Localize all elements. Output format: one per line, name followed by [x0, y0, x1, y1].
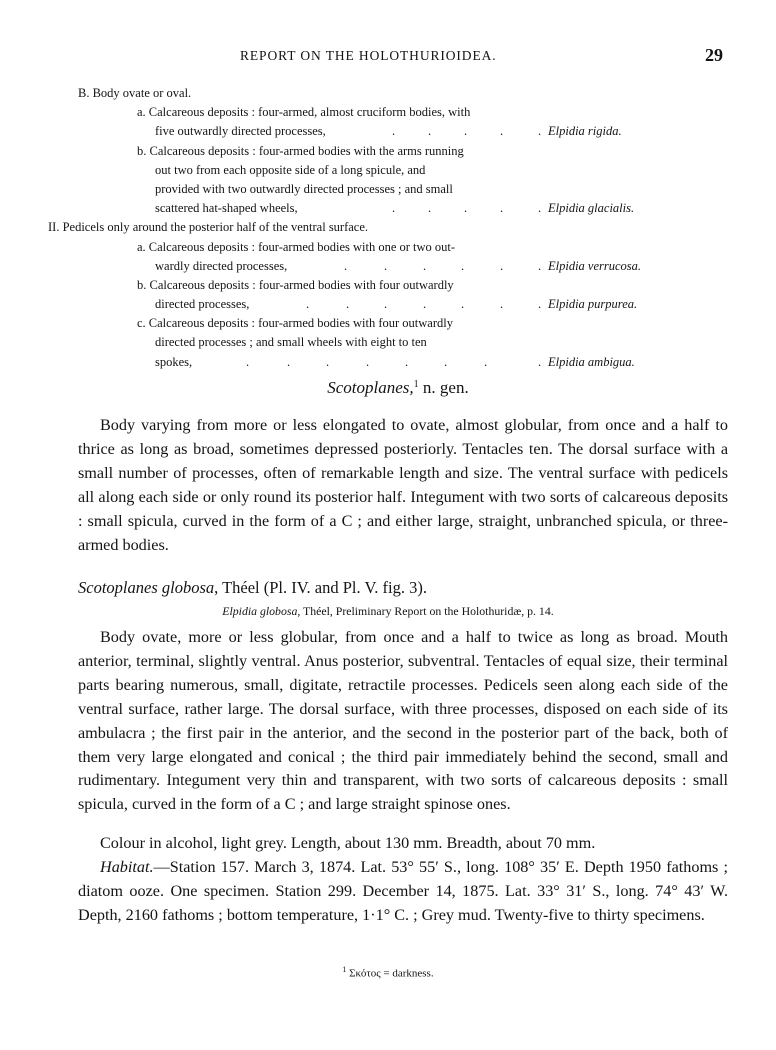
key-entry-text: provided with two outwardly directed processes ; and small: [155, 181, 453, 196]
genus-suffix: n. gen.: [418, 378, 469, 397]
habitat-paragraph: [78, 856, 728, 928]
species-name: Elpidia purpurea.: [548, 297, 638, 312]
key-entry-text: scattered hat-shaped wheels,: [155, 201, 298, 216]
synonym-reference: , Théel, Preliminary Report on the Holothuridæ, p. 14.: [297, 604, 554, 618]
leader-dots: . . . . .: [392, 124, 542, 139]
key-entry-text: b. Calcareous deposits : four-armed bodies with four outwardly: [137, 277, 454, 292]
key-entry-text: a. Calcareous deposits : four-armed, almost cruciform bodies, with: [137, 105, 471, 120]
species-key: [0, 84, 776, 372]
genus-heading: [0, 378, 776, 398]
species-heading: [78, 578, 427, 598]
key-line: [0, 238, 776, 257]
species-authority: , Théel (Pl. IV. and Pl. V. fig. 3).: [214, 578, 427, 597]
key-line: [0, 142, 776, 161]
page-number: 29: [705, 45, 723, 65]
page-header: [0, 45, 776, 68]
leader-dots: . . . . . .: [344, 258, 542, 273]
habitat-label: Habitat.: [100, 858, 154, 876]
species-name: Elpidia glacialis.: [548, 201, 635, 216]
genus-name: Scotoplanes,: [327, 378, 414, 397]
key-line: [0, 199, 776, 218]
key-section-ii: II. Pedicels only around the posterior half of the ventral surface.: [48, 220, 369, 235]
key-line: [0, 353, 776, 372]
key-line: [0, 276, 776, 295]
leader-dots: . . . . .: [392, 201, 542, 216]
key-line: [0, 180, 776, 199]
key-line: [0, 218, 776, 237]
genus-description: Body varying from more or less elongated to ovate, almost globular, from once and a half to thrice as long as broad, sometimes depressed posteriorly. Tentacles ten. The dorsal surface with a small number of processes, often of remarkable length and size. The ventral surface with pedicels all along each side or only round its posterior half. Integument with two sorts of calcareous deposits : small spicula, curved in the form of a C ; and either large, straight, unbranched spicula, or three-armed bodies.: [78, 416, 728, 554]
running-title: REPORT ON THE HOLOTHURIOIDEA.: [240, 48, 497, 63]
synonym-citation: [0, 604, 776, 619]
key-line: [0, 314, 776, 333]
footnote-text: Σκότος = darkness.: [346, 967, 434, 980]
key-entry-text: directed processes,: [155, 297, 250, 312]
key-entry-text: five outwardly directed processes,: [155, 124, 326, 139]
key-line: [0, 84, 776, 103]
key-line: [0, 122, 776, 141]
key-entry-text: c. Calcareous deposits : four-armed bodies with four outwardly: [137, 316, 453, 331]
species-name: Elpidia ambigua.: [548, 354, 635, 369]
synonym-name: Elpidia globosa: [222, 604, 298, 618]
key-section-b: B. Body ovate or oval.: [78, 86, 192, 100]
leader-dots: . . . . . . . .: [246, 354, 542, 369]
key-entry-text: directed processes ; and small wheels with eight to ten: [155, 335, 427, 350]
key-entry-text: spokes,: [155, 354, 193, 369]
species-description: Body ovate, more or less globular, from once and a half to twice as long as broad. Mouth anterior, terminal, slightly ventral. Anus posterior, subventral. Tentacles of equal size, their terminal parts bearing numerous, small, digitate, retractile processes. Pedicels seen along each side of the ventral surface, rather large. The dorsal surface, with three processes, disposed on each side of its ambulacra ; the first pair in the anterior, and the second in the posterior part of the back, both of them very large elongated and conical ; the third pair immediately behind the second, small and rudimentary. Integument very thin and transparent, with two sorts of calcareous deposits : small spicula, curved in the form of a C ; and large straight spinose ones.: [78, 628, 728, 814]
key-entry-text: b. Calcareous deposits : four-armed bodies with the arms running: [137, 143, 464, 158]
footnote-number: 1: [342, 965, 347, 974]
key-entry-text: wardly directed processes,: [155, 258, 288, 273]
habitat-text: —Station 157. March 3, 1874. Lat. 53° 55′ S., long. 108° 35′ E. Depth 1950 fathoms ; diatom ooze. One specimen. Station 299. December 14, 1875. Lat. 33° 31′ S., long. 74° 43′ W. Depth, 2160 fathoms ; bottom temperature, 1·1° C. ; Grey mud. Twenty-five to thirty specimens.: [78, 858, 728, 924]
species-name: Elpidia verrucosa.: [548, 258, 642, 273]
key-line: [0, 103, 776, 122]
key-line: [0, 257, 776, 276]
footnote-mark: 1: [413, 379, 419, 390]
species-title: Scotoplanes globosa: [78, 578, 215, 597]
key-line: [0, 295, 776, 314]
key-entry-text: a. Calcareous deposits : four-armed bodies with one or two out-: [137, 239, 456, 254]
footnote: [0, 965, 776, 980]
key-entry-text: out two from each opposite side of a long spicule, and: [155, 162, 426, 177]
key-line: [0, 333, 776, 352]
leader-dots: . . . . . . .: [306, 297, 542, 312]
colour-paragraph: Colour in alcohol, light grey. Length, about 130 mm. Breadth, about 70 mm.: [100, 834, 596, 852]
key-line: [0, 161, 776, 180]
species-name: Elpidia rigida.: [548, 124, 622, 139]
